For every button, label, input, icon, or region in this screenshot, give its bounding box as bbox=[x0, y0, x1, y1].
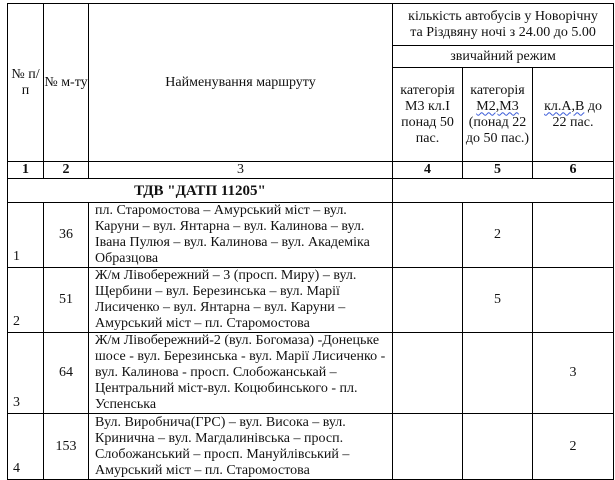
count-m3 bbox=[393, 414, 463, 480]
header-route-number: № м-ту bbox=[44, 4, 89, 162]
header-category-ab bbox=[533, 68, 614, 162]
header-pp: № п/п bbox=[8, 4, 44, 162]
route-description: Вул. Виробнича(ГРС) – вул. Висока – вул. Криничнa – вул. Магдалинівська – просп. Слобожанський – просп. Мануйлівський – Амурський міст – пл. Старомостова bbox=[89, 414, 393, 480]
count-m3 bbox=[393, 203, 463, 268]
table-row bbox=[8, 268, 614, 333]
header-regular-mode: звичайний режим bbox=[393, 46, 614, 68]
count-ab: 2 bbox=[533, 414, 614, 480]
count-ab bbox=[533, 268, 614, 333]
category-ab-code: кл.А,В bbox=[544, 98, 585, 114]
table-row bbox=[8, 203, 614, 268]
company-row bbox=[8, 179, 614, 203]
header-bus-count-group: кількість автобусів у Новорічну та Різдвяну ночі з 24.00 до 5.00 bbox=[393, 4, 614, 46]
row-index: 4 bbox=[8, 414, 44, 480]
table-row bbox=[8, 333, 614, 414]
column-number: 5 bbox=[463, 162, 533, 179]
company-name: ТДВ "ДАТП 11205" bbox=[8, 179, 393, 203]
count-m3 bbox=[393, 268, 463, 333]
route-number: 51 bbox=[44, 268, 89, 333]
count-m2m3 bbox=[463, 414, 533, 480]
header-route-name: Найменування маршруту bbox=[89, 4, 393, 162]
category-m2m3-prefix: категорія bbox=[470, 82, 525, 98]
route-number: 64 bbox=[44, 333, 89, 414]
count-m3 bbox=[393, 333, 463, 414]
column-number: 6 bbox=[533, 162, 614, 179]
count-ab: 3 bbox=[533, 333, 614, 414]
column-number: 2 bbox=[44, 162, 89, 179]
route-description: Ж/м Лівобережний – 3 (просп. Миру) – вул. Щербини – вул. Березинська – вул. Марії Лисиченко – вул. Янтарна – вул. Каруни – Амурський міст – пл. Старомостова bbox=[89, 268, 393, 333]
category-m2m3-code: М2,М3 bbox=[476, 98, 519, 114]
column-number: 4 bbox=[393, 162, 463, 179]
count-ab bbox=[533, 203, 614, 268]
header-row-1 bbox=[8, 4, 614, 46]
route-description: Ж/м Лівобережний-2 (вул. Богомаза) -Донецьке шосе - вул. Березинська - вул. Марії Лисиченко - вул. Калинова - просп. Слобожанськай – Центральний міст-вул. Коцюбинського - пл. Успенська bbox=[89, 333, 393, 414]
header-category-m2m3 bbox=[463, 68, 533, 162]
bus-routes-table bbox=[7, 3, 614, 480]
count-m2m3: 5 bbox=[463, 268, 533, 333]
route-number: 153 bbox=[44, 414, 89, 480]
header-category-m3: категорія М3 кл.І понад 50 пас. bbox=[393, 68, 463, 162]
company-empty-cell bbox=[393, 179, 614, 203]
column-number-row bbox=[8, 162, 614, 179]
row-index: 3 bbox=[8, 333, 44, 414]
row-index: 1 bbox=[8, 203, 44, 268]
route-number: 36 bbox=[44, 203, 89, 268]
row-index: 2 bbox=[8, 268, 44, 333]
count-m2m3: 2 bbox=[463, 203, 533, 268]
category-m2m3-suffix: (понад 22 до 50 пас.) bbox=[465, 114, 530, 146]
table-row bbox=[8, 414, 614, 480]
column-number: 3 bbox=[89, 162, 393, 179]
route-description: пл. Старомостова – Амурський міст – вул. Каруни – вул. Янтарна – вул. Калинова – вул. Івана Пулюя – вул. Калинова – вул. Академіка Образцова bbox=[89, 203, 393, 268]
count-m2m3 bbox=[463, 333, 533, 414]
category-ab-suffix: до 22 пас. bbox=[552, 98, 602, 130]
column-number: 1 bbox=[8, 162, 44, 179]
